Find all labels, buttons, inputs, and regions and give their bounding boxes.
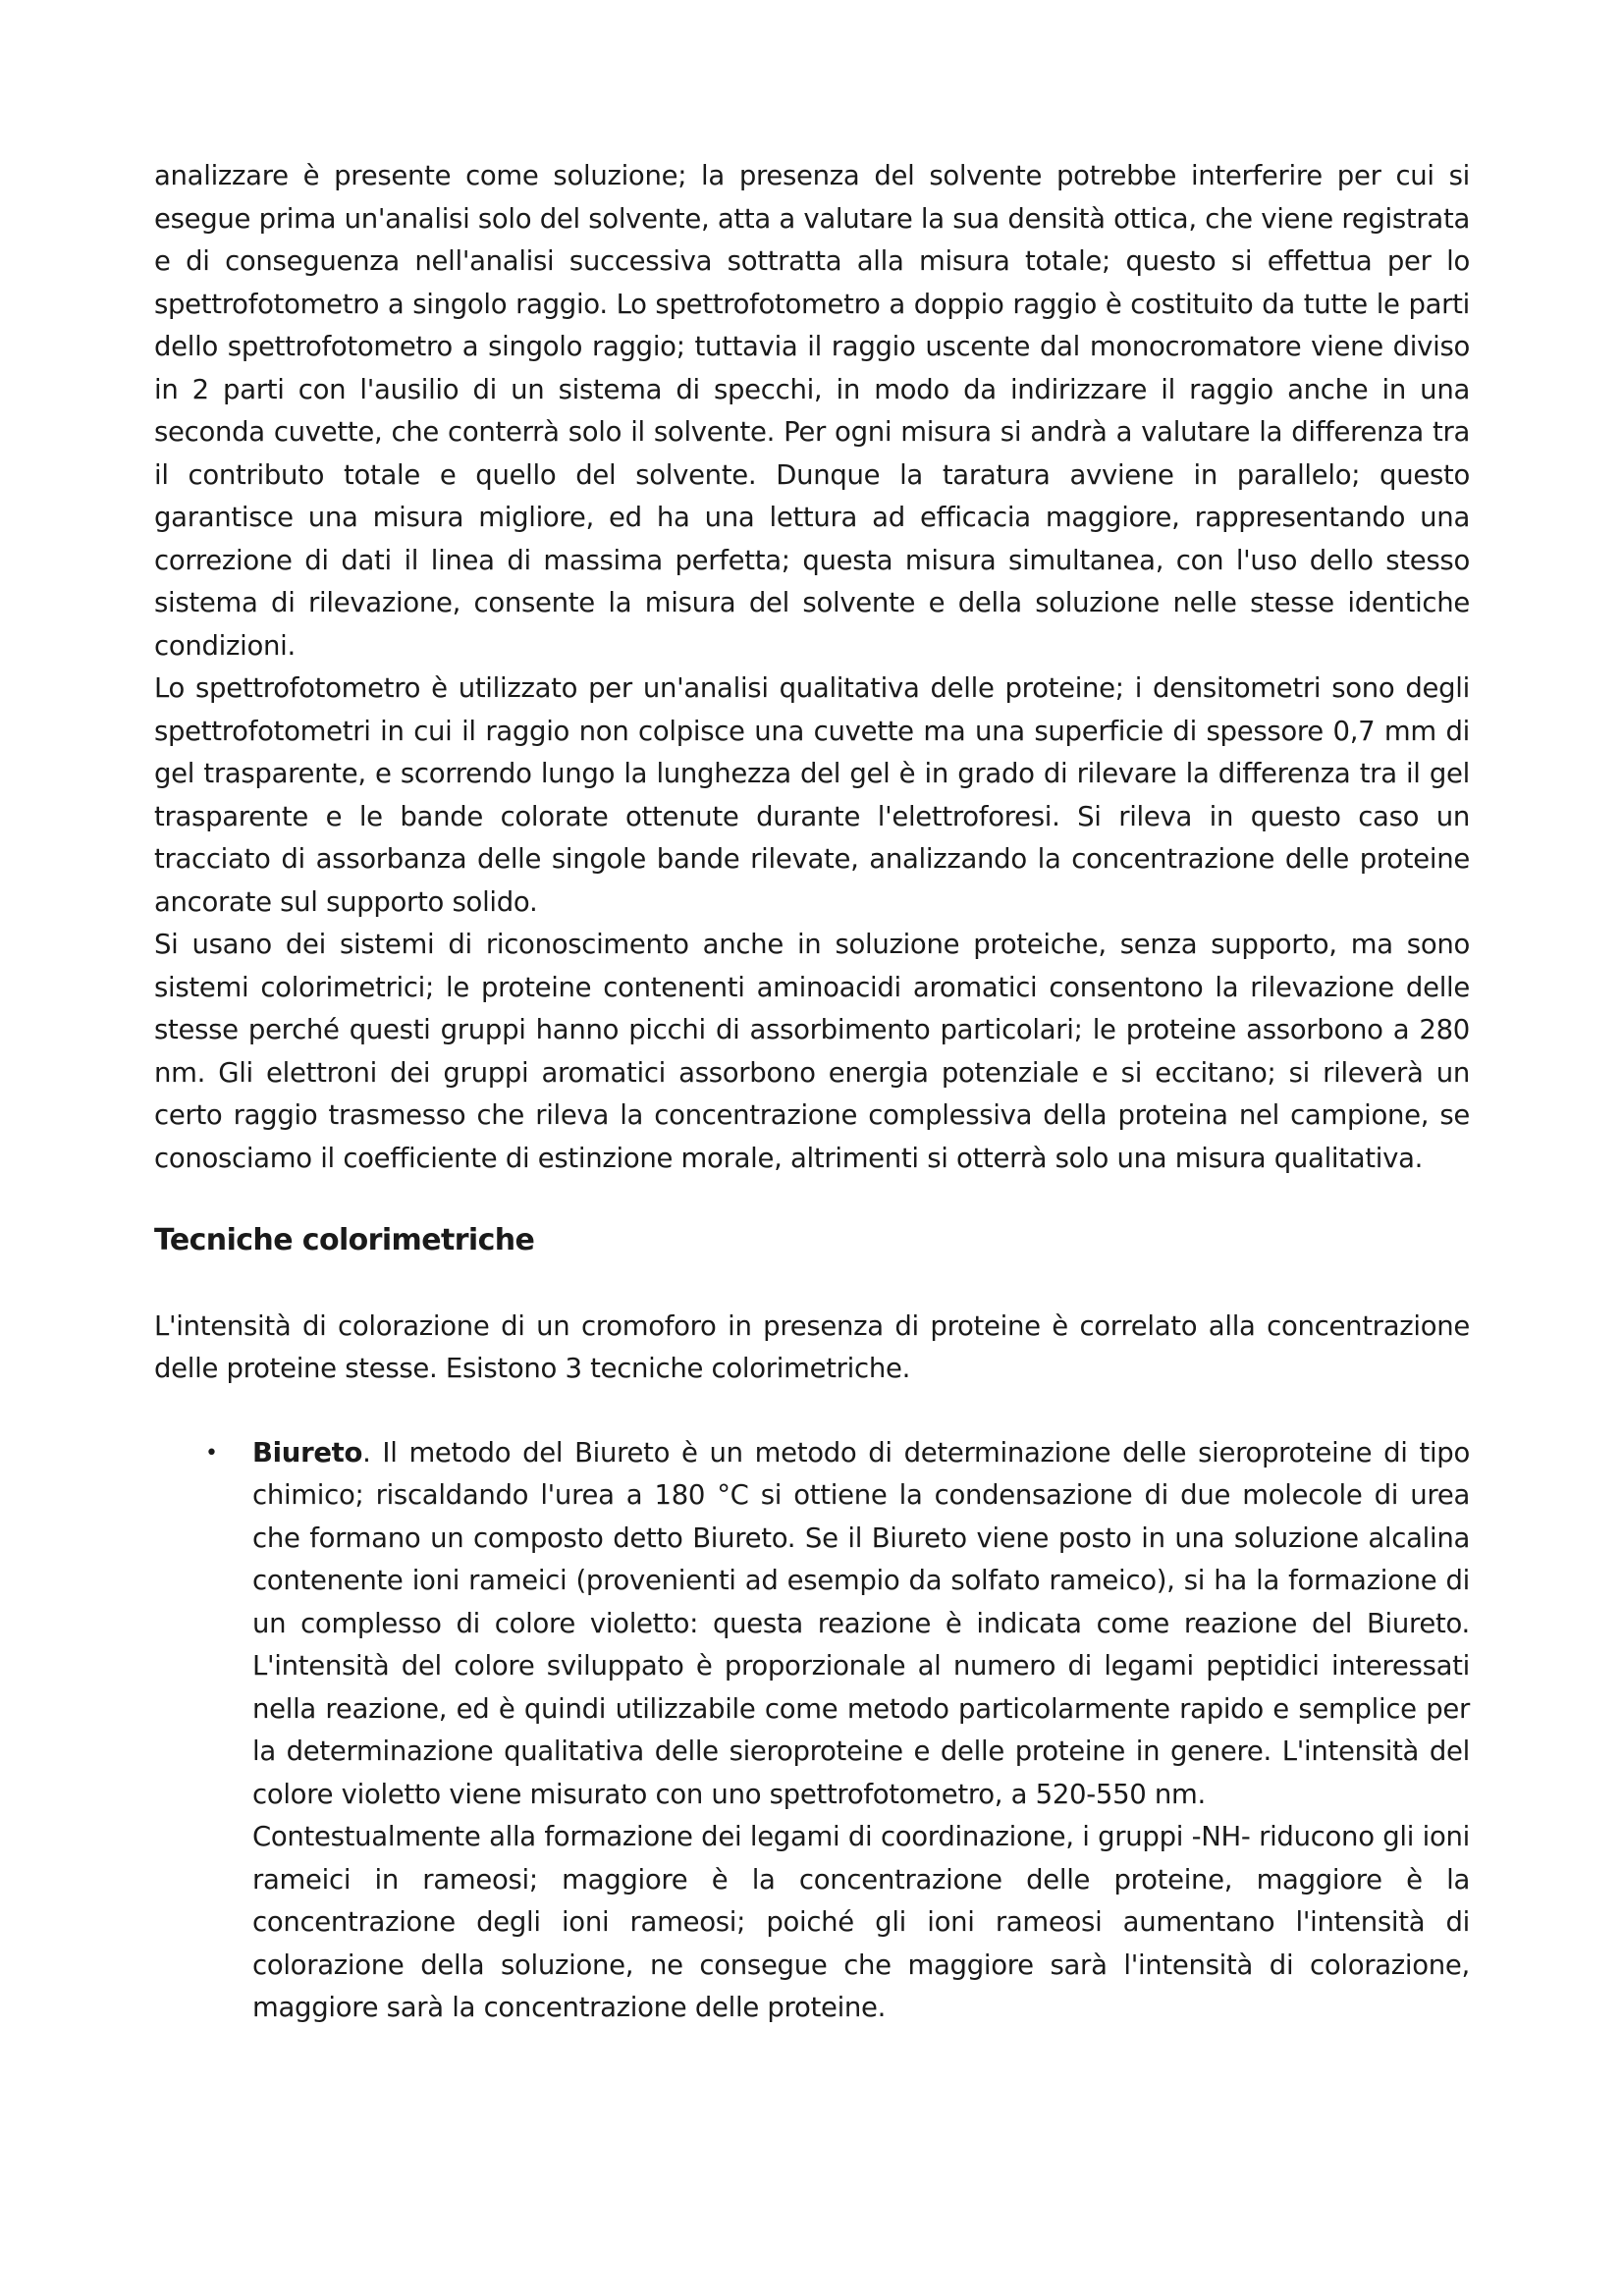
section-intro: L'intensità di colorazione di un cromoforo in presenza di proteine è correlato alla concentrazione delle proteine stesse. Esistono 3 tecniche colorimetriche. <box>154 1309 1470 1384</box>
document-page <box>154 155 1470 2030</box>
spacer <box>154 1262 1470 1306</box>
technique-list <box>154 1432 1470 2030</box>
term-biureto: Biureto <box>252 1436 363 1468</box>
paragraph-aromatic-absorption: Si usano dei sistemi di riconoscimento anche in soluzione proteiche, senza supporto, ma sono sistemi colorimetrici; le proteine contenenti aminoacidi aromatici consentono la rilevazione delle stesse perché questi gruppi hanno picchi di assorbimento particolari; le proteine assorbono a 280 nm. Gli elettroni dei gruppi aromatici assorbono energia potenziale e si eccitano; si rileverà un certo raggio trasmesso che rileva la concentrazione complessiva della proteina nel campione, se conosciamo il coefficiente di estinzione morale, altrimenti si otterrà solo una misura qualitativa. <box>154 929 1470 1174</box>
list-item-biureto <box>154 1432 1470 2030</box>
section-heading: Tecniche colorimetriche <box>154 1223 535 1257</box>
spacer <box>154 1391 1470 1432</box>
biureto-description <box>252 1432 1470 1817</box>
bullet-icon: • <box>205 1440 218 1466</box>
paragraph-densitometers: Lo spettrofotometro è utilizzato per un'analisi qualitativa delle proteine; i densitometri sono degli spettrofotometri in cui il raggio non colpisce una cuvette ma una superficie di spessore 0,7 mm di gel trasparente, e scorrendo lungo la lunghezza del gel è in grado di rilevare la differenza tra il gel trasparente e le bande colorate ottenute durante l'elettroforesi. Si rileva in questo caso un tracciato di assorbanza delle singole bande rilevate, analizzando la concentrazione delle proteine ancorate sul supporto solido. <box>154 672 1470 918</box>
biureto-continuation: Contestualmente alla formazione dei legami di coordinazione, i gruppi -NH- riducono gli ioni rameici in rameosi; maggiore è la concentrazione delle proteine, maggiore è la concentrazione degli ioni rameosi; poiché gli ioni rameosi aumentano l'intensità di colorazione della soluzione, ne consegue che maggiore sarà l'intensità di colorazione, maggiore sarà la concentrazione delle proteine. <box>252 1821 1470 2023</box>
biureto-text: . Il metodo del Biureto è un metodo di determinazione delle sieroproteine di tipo chimico; riscaldando l'urea a 180 °C si ottiene la condensazione di due molecole di urea che formano un composto detto Biureto. Se il Biureto viene posto in una soluzione alcalina contenente ioni rameici (provenienti ad esempio da solfato rameico), si ha la formazione di un complesso di colore violetto: questa reazione è indicata come reazione del Biureto. L'intensità del colore sviluppato è proporzionale al numero di legami peptidici interessati nella reazione, ed è quindi utilizzabile come metodo particolarmente rapido e semplice per la determinazione qualitativa delle sieroproteine e delle proteine in genere. L'intensità del colore violetto viene misurato con uno spettrofotometro, a 520-550 nm. <box>252 1436 1470 1810</box>
paragraph-double-beam: analizzare è presente come soluzione; la presenza del solvente potrebbe interferire per cui si esegue prima un'analisi solo del solvente, atta a valutare la sua densità ottica, che viene registrata e di conseguenza nell'analisi successiva sottratta alla misura totale; questo si effettua per lo spettrofotometro a singolo raggio. Lo spettrofotometro a doppio raggio è costituito da tutte le parti dello spettrofotometro a singolo raggio; tuttavia il raggio uscente dal monocromatore viene diviso in 2 parti con l'ausilio di un sistema di specchi, in modo da indirizzare il raggio anche in una seconda cuvette, che conterrà solo il solvente. Per ogni misura si andrà a valutare la differenza tra il contributo totale e quello del solvente. Dunque la taratura avviene in parallelo; questo garantisce una misura migliore, ed ha una lettura ad efficacia maggiore, rappresentando una correzione di dati il linea di massima perfetta; questa misura simultanea, con l'uso dello stesso sistema di rilevazione, consente la misura del solvente e della soluzione nelle stesse identiche condizioni. <box>154 160 1470 662</box>
